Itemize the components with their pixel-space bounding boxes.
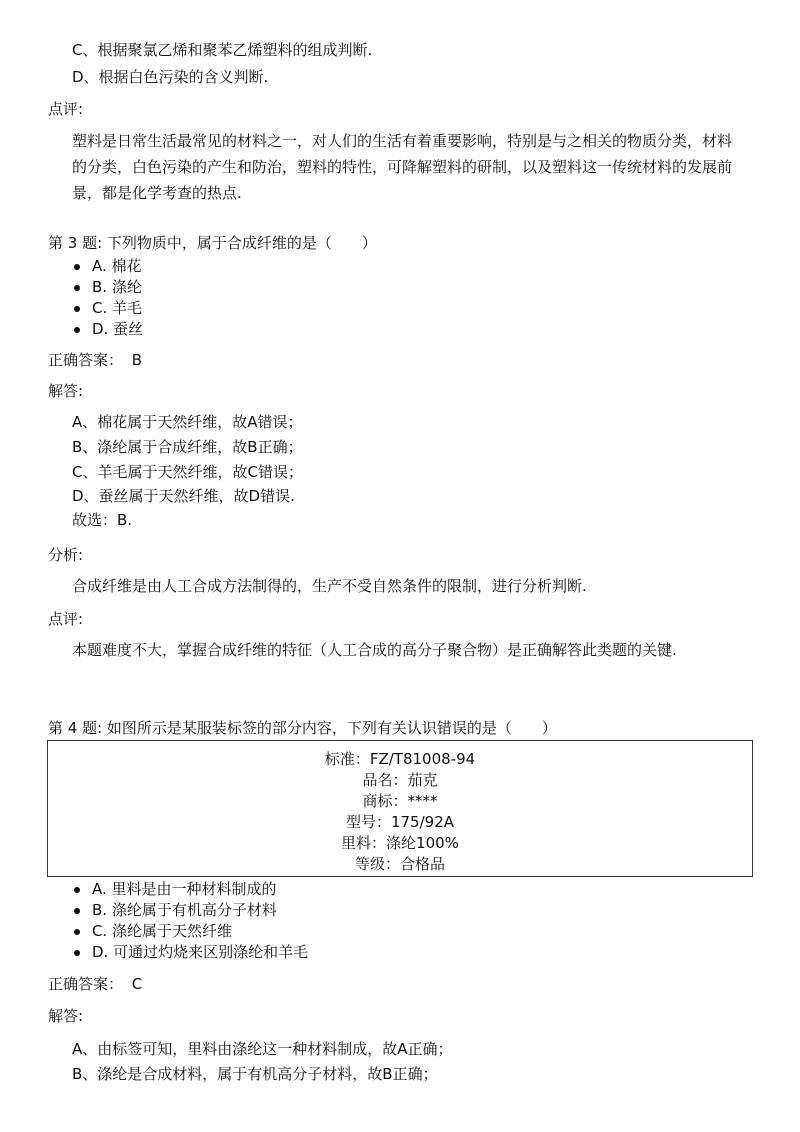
- question-3-option-d: D. 蚕丝: [48, 319, 143, 340]
- question-3-solution-line: C、羊毛属于天然纤维，故C错误；: [72, 463, 303, 481]
- tag-standard: 标准：FZ/T81008-94: [324, 750, 476, 768]
- prev-comment-text: 塑料是日常生活最常见的材料之一，对人们的生活有着重要影响，特别是与之相关的物质分类，材料的分类，白色污染的产生和防治，塑料的特性，可降解塑料的研制，以及塑料这一传统材料的发展前景，都是化学考查的热点.: [72, 132, 733, 202]
- question-3-comment-label: 点评:: [48, 610, 84, 628]
- bullet-icon: [74, 887, 80, 893]
- tag-product-name: 品名：茄克: [362, 771, 438, 789]
- question-4-option-c: C. 涤纶属于天然纤维: [48, 921, 308, 942]
- tag-trademark: 商标：****: [362, 792, 438, 810]
- question-4-title: 第 4 题: 如图所示是某服装标签的部分内容，下列有关认识错误的是（ ）: [48, 719, 557, 737]
- bullet-icon: [74, 908, 80, 914]
- question-3-option-a: A. 棉花: [48, 256, 143, 277]
- question-3-solution-label: 解答:: [48, 382, 84, 400]
- tag-grade: 等级：合格品: [354, 855, 445, 873]
- question-3-title: 第 3 题: 下列物质中，属于合成纤维的是（ ）: [48, 234, 377, 252]
- tag-lining: 里料：涤纶100%: [341, 834, 459, 852]
- question-3-comment-text: 本题难度不大，掌握合成纤维的特征（人工合成的高分子聚合物）是正确解答此类题的关键.: [72, 641, 677, 659]
- clothing-tag-box: [47, 740, 753, 877]
- prev-option-d-explanation: D、根据白色污染的含义判断.: [72, 68, 269, 86]
- question-4-answer-row: [48, 973, 142, 995]
- question-3-answer-row: [48, 349, 142, 371]
- question-4-option-d: D. 可通过灼烧来区别涤纶和羊毛: [48, 942, 308, 963]
- question-3-solution-line: D、蚕丝属于天然纤维，故D错误.: [72, 487, 295, 505]
- prev-comment-label: 点评:: [48, 100, 84, 118]
- bullet-icon: [74, 929, 80, 935]
- question-3-options: [48, 256, 143, 340]
- bullet-icon: [74, 950, 80, 956]
- tag-model: 型号：175/92A: [345, 813, 455, 831]
- question-3-analysis-label: 分析:: [48, 546, 84, 564]
- answer-value: C: [131, 975, 143, 993]
- bullet-icon: [74, 327, 80, 333]
- question-3-solution-line: B、涤纶属于合成纤维，故B正确；: [72, 438, 303, 456]
- answer-label: 正确答案：: [48, 975, 124, 993]
- question-4-option-b: B. 涤纶属于有机高分子材料: [48, 900, 308, 921]
- question-3-analysis-text: 合成纤维是由人工合成方法制得的，生产不受自然条件的限制，进行分析判断.: [72, 577, 587, 595]
- question-4-solution-line: B、涤纶是合成材料，属于有机高分子材料，故B正确；: [72, 1065, 438, 1083]
- bullet-icon: [74, 285, 80, 291]
- answer-value: B: [131, 351, 143, 369]
- question-4-option-a: A. 里料是由一种材料制成的: [48, 879, 308, 900]
- question-3-solution-line: 故选：B.: [72, 511, 133, 529]
- question-3-option-b: B. 涤纶: [48, 277, 143, 298]
- question-4-solution-label: 解答:: [48, 1007, 84, 1025]
- bullet-icon: [74, 306, 80, 312]
- prev-option-c-explanation: C、根据聚氯乙烯和聚苯乙烯塑料的组成判断.: [72, 41, 373, 59]
- question-3-option-c: C. 羊毛: [48, 298, 143, 319]
- bullet-icon: [74, 264, 80, 270]
- question-3-solution-line: A、棉花属于天然纤维，故A错误；: [72, 413, 303, 431]
- question-4-solution-line: A、由标签可知，里料由涤纶这一种材料制成，故A正确；: [72, 1040, 453, 1058]
- question-4-options: [48, 879, 308, 963]
- answer-label: 正确答案：: [48, 351, 124, 369]
